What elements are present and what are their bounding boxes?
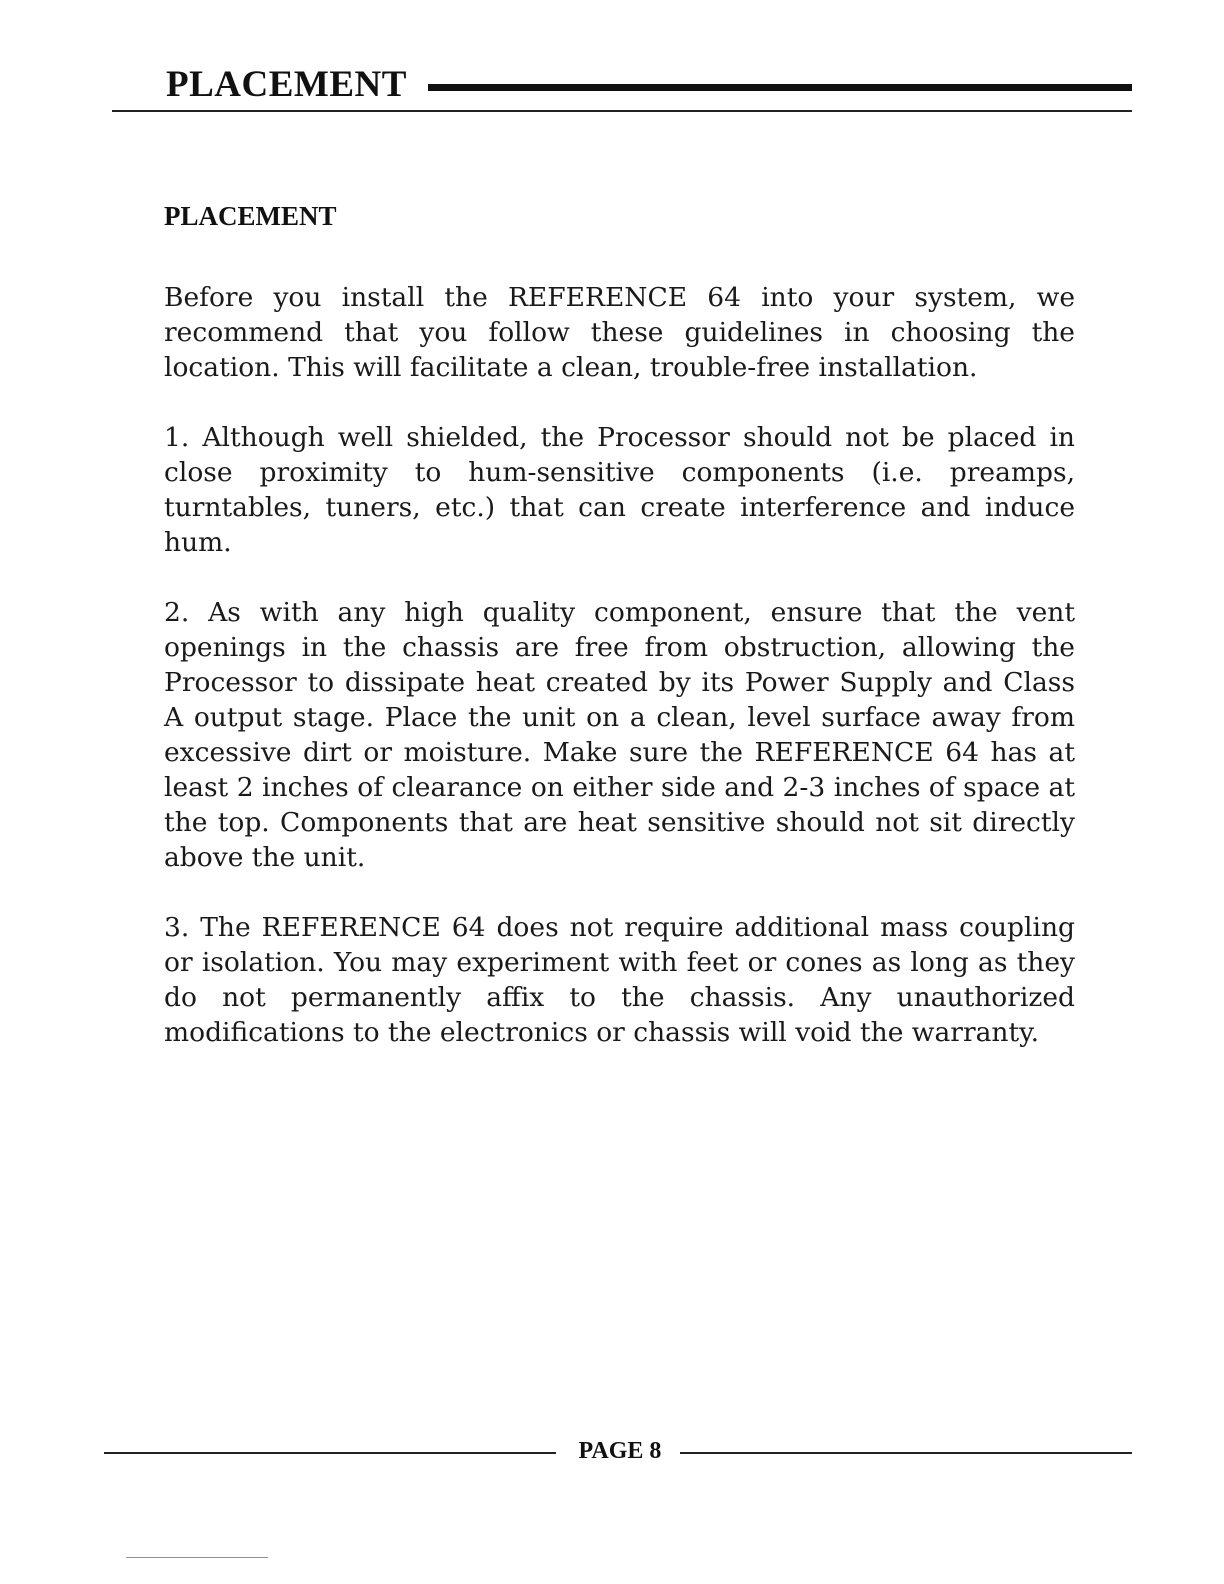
header-thick-rule — [428, 84, 1132, 91]
guideline-3-paragraph: 3. The REFERENCE 64 does not require additional mass coupling or isolation. You may experiment with feet or cones as long as they do not permanently affix to the chassis. Any unauthorized modifications to the electronics or chassis will void the warranty. — [164, 912, 1075, 1049]
header-thin-rule — [112, 110, 1132, 112]
intro-paragraph: Before you install the REFERENCE 64 into your system, we recommend that you follow these guidelines in choosing the location. This will facilitate a clean, trouble-free installation. — [164, 282, 1075, 384]
header-title: PLACEMENT — [166, 64, 407, 105]
footer-rule-left — [104, 1452, 556, 1454]
main-content — [164, 200, 1075, 1085]
page-footer — [104, 1436, 1132, 1466]
guideline-2-paragraph: 2. As with any high quality component, ensure that the vent openings in the chassis are free from obstruction, allowing the Processor to dissipate heat created by its Power Supply and Class A output stage. Place the unit on a clean, level surface away from excessive dirt or moisture. Make sure the REFERENCE 64 has at least 2 inches of clearance on either side and 2-3 inches of space at the top. Components that are heat sensitive should not sit directly above the unit. — [164, 597, 1075, 874]
page-number: PAGE 8 — [578, 1438, 662, 1464]
page-header — [112, 62, 1132, 114]
guideline-1-paragraph: 1. Although well shielded, the Processor should not be placed in close proximity to hum-sensitive components (i.e. preamps, turntables, tuners, etc.) that can create interference and induce hum. — [164, 422, 1075, 559]
footer-rule-right — [680, 1452, 1132, 1454]
section-heading: PLACEMENT — [164, 201, 337, 231]
scan-artifact-line — [126, 1557, 268, 1558]
